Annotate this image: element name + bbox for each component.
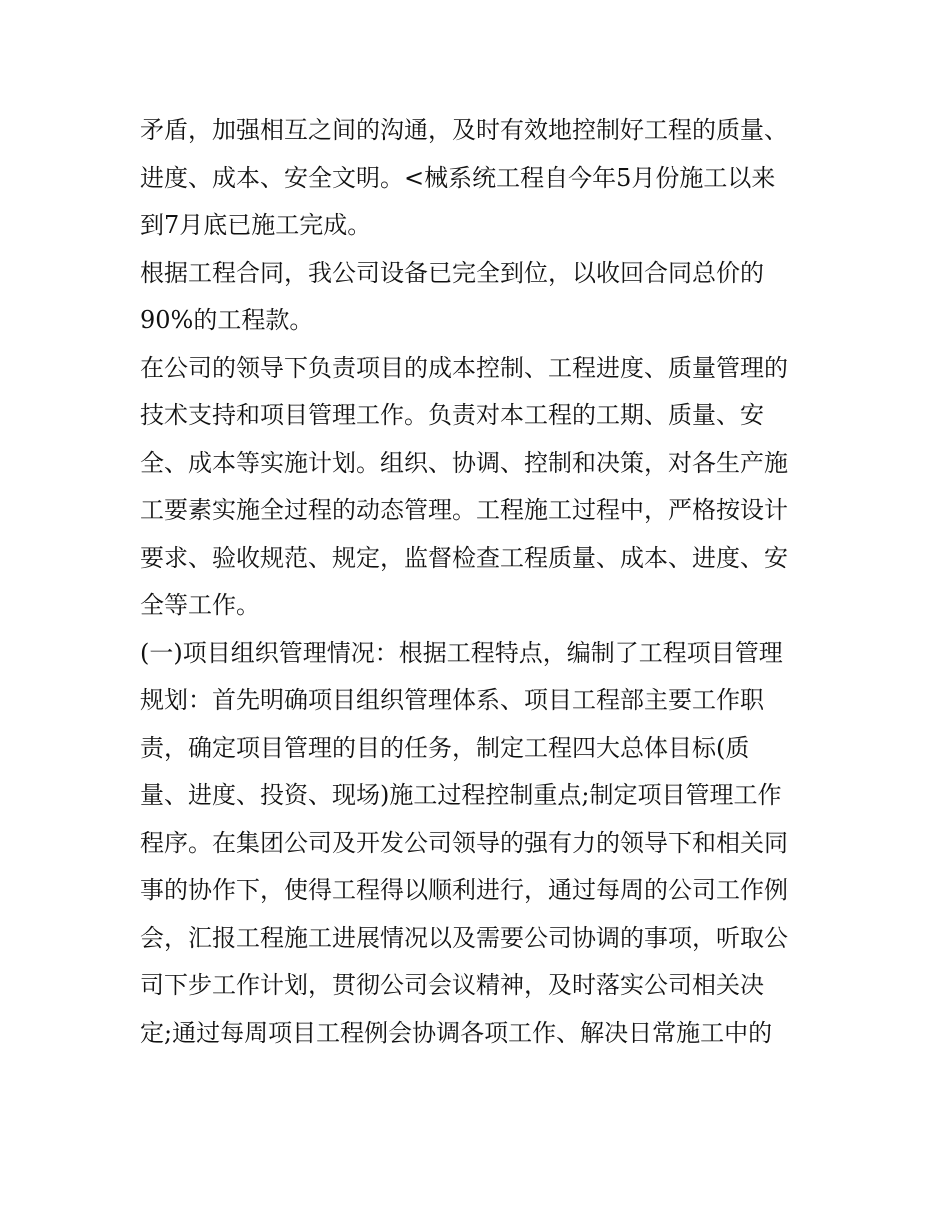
text-line: 会，汇报工程施工进展情况以及需要公司协调的事项，听取公	[140, 923, 788, 952]
text-line: (一)项目组织管理情况：根据工程特点，编制了工程项目管理	[140, 638, 783, 667]
text-line: 程序。在集团公司及开发公司领导的强有力的领导下和相关同	[140, 828, 788, 857]
text-line: 事的协作下，使得工程得以顺利进行，通过每周的公司工作例	[140, 876, 788, 904]
text-line: 90%的工程款。	[140, 306, 314, 334]
text-line: 工要素实施全过程的动态管理。工程施工过程中，严格按设计	[140, 496, 788, 524]
text-line: 要求、验收规范、规定，监督检查工程质量、成本、进度、安	[140, 543, 788, 572]
text-line: 量、进度、投资、现场)施工过程控制重点;制定项目管理工作	[140, 781, 782, 809]
text-line: 进度、成本、安全文明。<械系统工程自今年5月份施工以来	[140, 163, 776, 192]
text-line: 责，确定项目管理的目的任务，制定工程四大总体目标(质	[140, 733, 750, 762]
text-line: 在公司的领导下负责项目的成本控制、工程进度、质量管理的	[140, 353, 788, 382]
text-line: 到7月底已施工完成。	[140, 211, 372, 239]
text-line: 司下步工作计划，贯彻公司会议精神，及时落实公司相关决	[140, 971, 764, 999]
text-line: 规划：首先明确项目组织管理体系、项目工程部主要工作职	[140, 686, 764, 714]
text-line: 根据工程合同，我公司设备已完全到位，以收回合同总价的	[140, 258, 764, 287]
text-line: 定;通过每周项目工程例会协调各项工作、解决日常施工中的	[140, 1018, 773, 1047]
text-line: 全等工作。	[140, 591, 260, 619]
text-line: 全、成本等实施计划。组织、协调、控制和决策，对各生产施	[140, 448, 788, 477]
text-line: 矛盾，加强相互之间的沟通，及时有效地控制好工程的质量、	[140, 116, 788, 144]
body-text	[140, 107, 820, 1057]
text-line: 技术支持和项目管理工作。负责对本工程的工期、质量、安	[140, 401, 764, 429]
